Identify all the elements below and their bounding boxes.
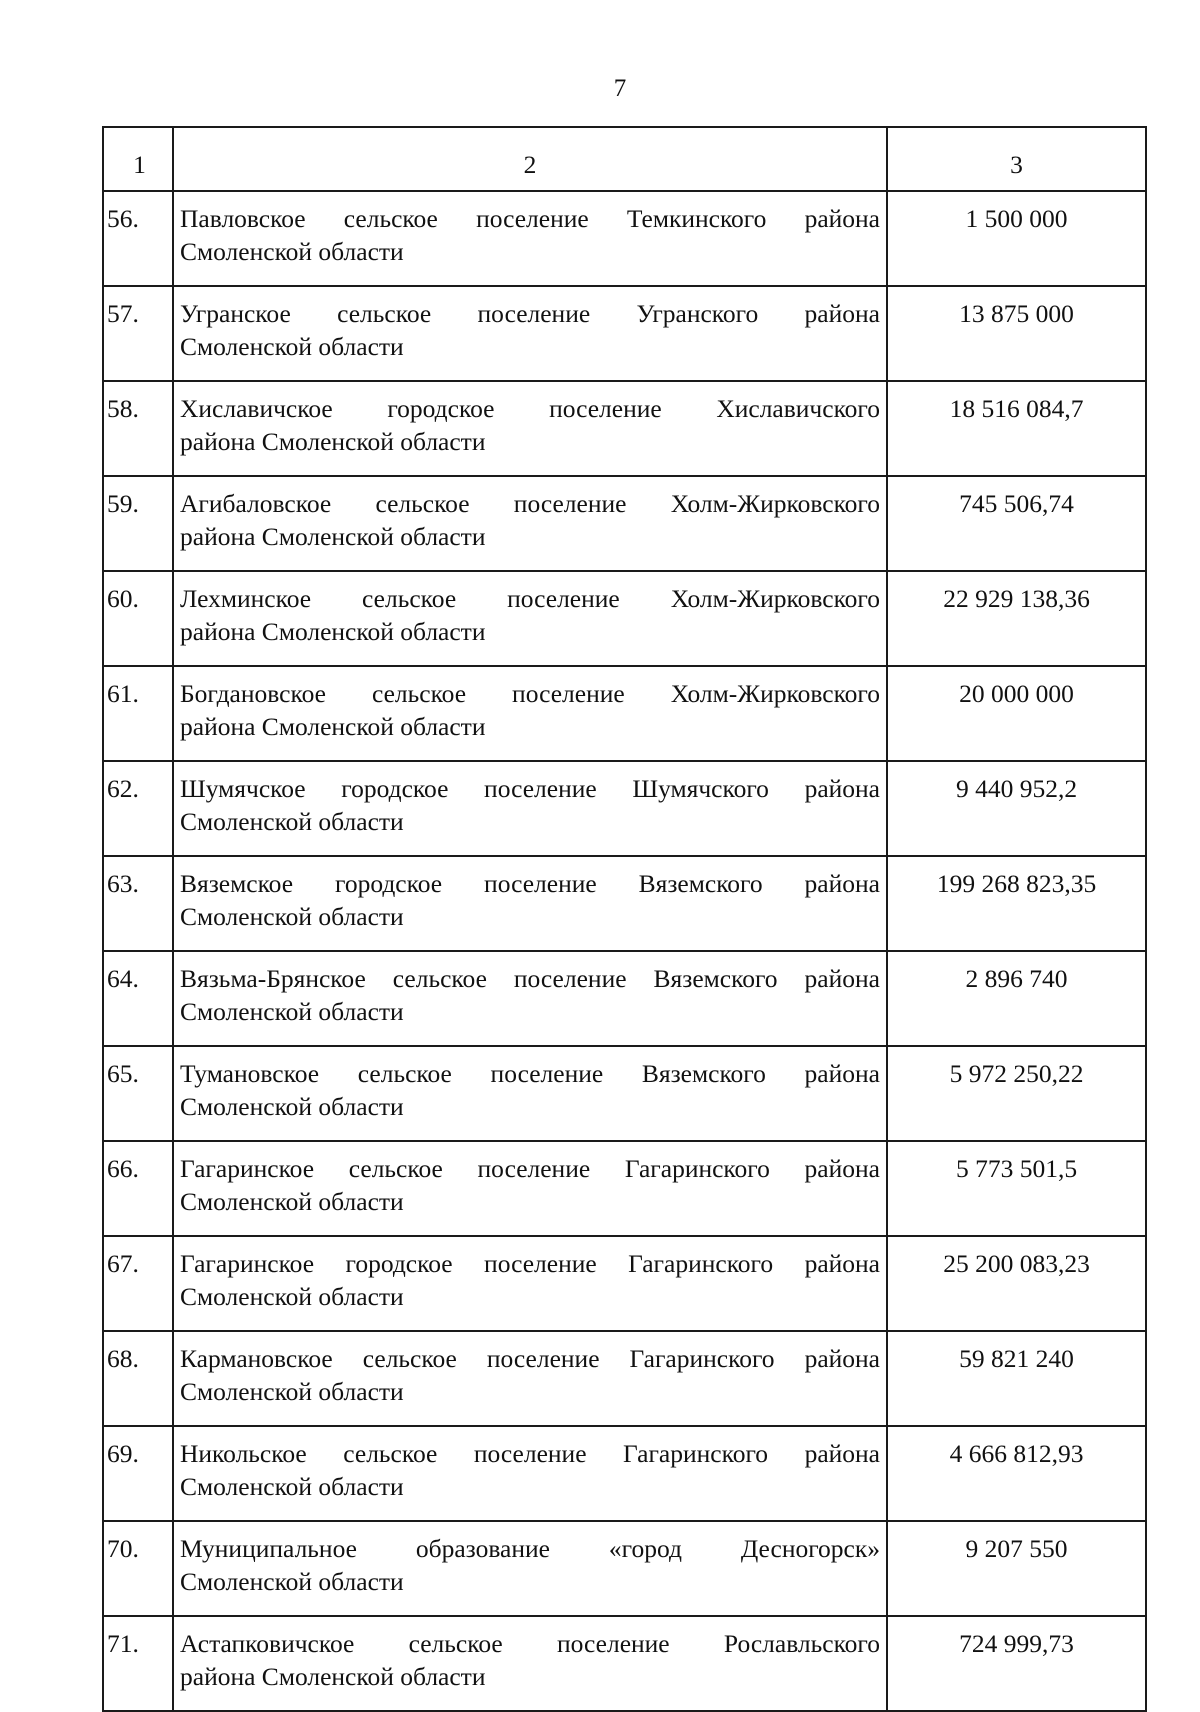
table-row bbox=[103, 191, 1146, 286]
table-row bbox=[103, 381, 1146, 476]
table-row bbox=[103, 1236, 1146, 1331]
settlement-name-line-1: Лехминское сельское поселение Холм-Жирковского bbox=[180, 584, 880, 613]
row-number: 70. bbox=[103, 1521, 173, 1616]
settlement-name bbox=[173, 191, 887, 286]
row-number: 59. bbox=[103, 476, 173, 571]
settlement-name-line-2: района Смоленской области bbox=[180, 427, 486, 456]
settlement-name-line-2: Смоленской области bbox=[180, 1567, 404, 1596]
table-row bbox=[103, 286, 1146, 381]
amount-value: 13 875 000 bbox=[887, 286, 1146, 381]
header-col-1: 1 bbox=[103, 127, 173, 191]
settlement-name bbox=[173, 761, 887, 856]
header-col-3: 3 bbox=[887, 127, 1146, 191]
amount-value: 2 896 740 bbox=[887, 951, 1146, 1046]
settlement-name-line-1: Богдановское сельское поселение Холм-Жирковского bbox=[180, 679, 880, 708]
settlement-name-line-1: Кармановское сельское поселение Гагаринского района bbox=[180, 1344, 880, 1373]
row-number: 56. bbox=[103, 191, 173, 286]
settlement-name-line-1: Муниципальное образование «город Десногорск» bbox=[180, 1534, 880, 1563]
settlement-name bbox=[173, 1521, 887, 1616]
settlement-name-line-2: района Смоленской области bbox=[180, 712, 486, 741]
amount-value: 1 500 000 bbox=[887, 191, 1146, 286]
settlement-name bbox=[173, 1141, 887, 1236]
settlement-name-line-1: Агибаловское сельское поселение Холм-Жирковского bbox=[180, 489, 880, 518]
amount-value: 22 929 138,36 bbox=[887, 571, 1146, 666]
settlement-name bbox=[173, 1236, 887, 1331]
settlement-name-line-2: Смоленской области bbox=[180, 807, 404, 836]
settlement-name-line-2: Смоленской области bbox=[180, 1472, 404, 1501]
settlements-table bbox=[102, 126, 1147, 1712]
settlement-name-line-1: Гагаринское городское поселение Гагаринского района bbox=[180, 1249, 880, 1278]
header-col-2: 2 bbox=[173, 127, 887, 191]
amount-value: 745 506,74 bbox=[887, 476, 1146, 571]
row-number: 63. bbox=[103, 856, 173, 951]
settlement-name bbox=[173, 951, 887, 1046]
row-number: 68. bbox=[103, 1331, 173, 1426]
amount-value: 59 821 240 bbox=[887, 1331, 1146, 1426]
table-row bbox=[103, 856, 1146, 951]
settlement-name-line-1: Хиславичское городское поселение Хиславичского bbox=[180, 394, 880, 423]
table-row bbox=[103, 1426, 1146, 1521]
settlement-name-line-2: района Смоленской области bbox=[180, 617, 486, 646]
row-number: 69. bbox=[103, 1426, 173, 1521]
settlement-name-line-2: района Смоленской области bbox=[180, 1662, 486, 1691]
settlement-name-line-2: Смоленской области bbox=[180, 237, 404, 266]
page-number: 7 bbox=[613, 75, 627, 102]
amount-value: 4 666 812,93 bbox=[887, 1426, 1146, 1521]
amount-value: 9 207 550 bbox=[887, 1521, 1146, 1616]
amount-value: 5 773 501,5 bbox=[887, 1141, 1146, 1236]
amount-value: 18 516 084,7 bbox=[887, 381, 1146, 476]
table-header-row bbox=[103, 127, 1146, 191]
settlement-name bbox=[173, 666, 887, 761]
settlement-name-line-1: Никольское сельское поселение Гагаринского района bbox=[180, 1439, 880, 1468]
settlement-name-line-2: Смоленской области bbox=[180, 1377, 404, 1406]
amount-value: 724 999,73 bbox=[887, 1616, 1146, 1711]
amount-value: 9 440 952,2 bbox=[887, 761, 1146, 856]
table-row bbox=[103, 1331, 1146, 1426]
settlement-name-line-1: Гагаринское сельское поселение Гагаринского района bbox=[180, 1154, 880, 1183]
settlement-name bbox=[173, 286, 887, 381]
table-row bbox=[103, 761, 1146, 856]
row-number: 57. bbox=[103, 286, 173, 381]
amount-value: 20 000 000 bbox=[887, 666, 1146, 761]
row-number: 71. bbox=[103, 1616, 173, 1711]
amount-value: 199 268 823,35 bbox=[887, 856, 1146, 951]
settlement-name-line-1: Вязьма-Брянское сельское поселение Вяземского района bbox=[180, 964, 880, 993]
settlement-name-line-2: Смоленской области bbox=[180, 1282, 404, 1311]
row-number: 62. bbox=[103, 761, 173, 856]
table-row bbox=[103, 476, 1146, 571]
row-number: 58. bbox=[103, 381, 173, 476]
settlement-name-line-1: Павловское сельское поселение Темкинского района bbox=[180, 204, 880, 233]
table-row bbox=[103, 666, 1146, 761]
settlement-name bbox=[173, 571, 887, 666]
settlement-name-line-2: Смоленской области bbox=[180, 997, 404, 1026]
settlement-name-line-2: района Смоленской области bbox=[180, 522, 486, 551]
row-number: 66. bbox=[103, 1141, 173, 1236]
settlement-name bbox=[173, 476, 887, 571]
settlement-name bbox=[173, 1046, 887, 1141]
row-number: 64. bbox=[103, 951, 173, 1046]
amount-value: 5 972 250,22 bbox=[887, 1046, 1146, 1141]
settlement-name bbox=[173, 381, 887, 476]
table-row bbox=[103, 1141, 1146, 1236]
settlement-name-line-2: Смоленской области bbox=[180, 1187, 404, 1216]
settlement-name bbox=[173, 1426, 887, 1521]
row-number: 67. bbox=[103, 1236, 173, 1331]
settlement-name-line-1: Вяземское городское поселение Вяземского района bbox=[180, 869, 880, 898]
amount-value: 25 200 083,23 bbox=[887, 1236, 1146, 1331]
row-number: 60. bbox=[103, 571, 173, 666]
settlement-name-line-2: Смоленской области bbox=[180, 332, 404, 361]
settlement-name-line-1: Угранское сельское поселение Угранского района bbox=[180, 299, 880, 328]
row-number: 65. bbox=[103, 1046, 173, 1141]
settlement-name-line-1: Шумячское городское поселение Шумячского района bbox=[180, 774, 880, 803]
row-number: 61. bbox=[103, 666, 173, 761]
table-row bbox=[103, 571, 1146, 666]
table-body bbox=[103, 127, 1146, 1711]
table-row bbox=[103, 1521, 1146, 1616]
settlement-name-line-2: Смоленской области bbox=[180, 1092, 404, 1121]
settlement-name bbox=[173, 1331, 887, 1426]
settlement-name-line-1: Астапковичское сельское поселение Рославльского bbox=[180, 1629, 880, 1658]
table-row bbox=[103, 951, 1146, 1046]
settlement-name-line-2: Смоленской области bbox=[180, 902, 404, 931]
settlement-name bbox=[173, 856, 887, 951]
table-row bbox=[103, 1046, 1146, 1141]
settlement-name-line-1: Тумановское сельское поселение Вяземского района bbox=[180, 1059, 880, 1088]
